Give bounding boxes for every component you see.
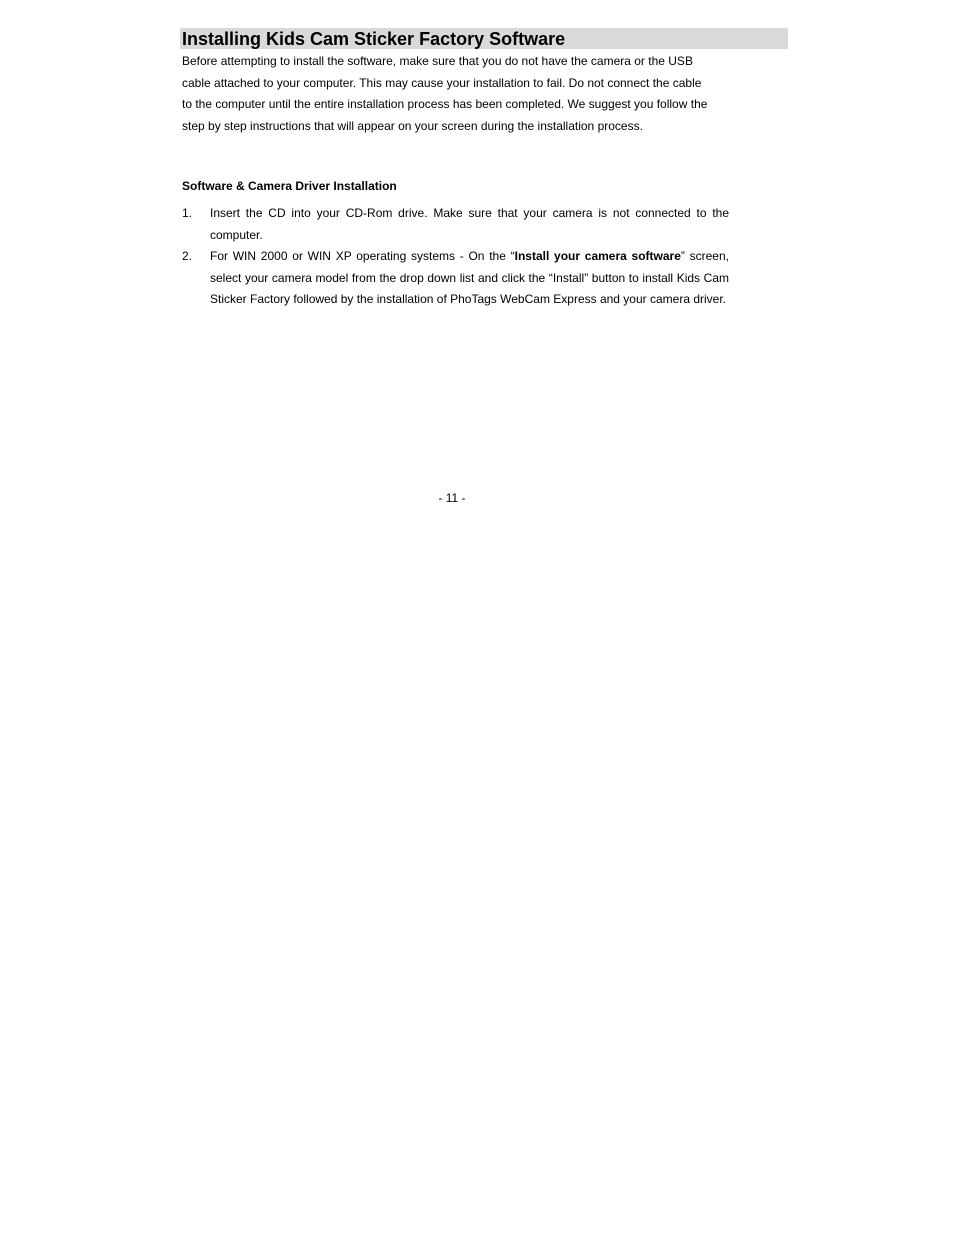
section-subheading: Software & Camera Driver Installation (182, 179, 397, 193)
step-text-before: For WIN 2000 or WIN XP operating systems - On the “ (210, 249, 515, 263)
intro-line: cable attached to your computer. This may cause your installation to fail. Do not connect the cable (182, 75, 702, 90)
installation-steps-list (182, 203, 729, 311)
page-number: - 11 - (438, 491, 466, 505)
step-text-bold: Install your camera software (514, 249, 681, 263)
step-number: 2. (182, 249, 193, 263)
step-text (210, 246, 729, 311)
step-item-1 (182, 203, 729, 246)
step-text: Insert the CD into your CD-Rom drive. Make sure that your camera is not connected to the computer. (210, 206, 729, 242)
intro-paragraph (182, 51, 742, 138)
intro-line: Before attempting to install the software, make sure that you do not have the camera or the USB (182, 54, 693, 68)
intro-line: step by step instructions that will appear on your screen during the installation process. (182, 119, 643, 134)
step-number: 1. (182, 206, 193, 220)
page-title: Installing Kids Cam Sticker Factory Software (182, 29, 566, 49)
step-text-after: ” screen, select your camera model from the drop down list and click the “Install” button to install Kids Cam Sticker Factory followed by the installation of PhoTags WebCam Express and your camera driver. (210, 249, 729, 306)
step-item-2 (182, 246, 729, 311)
intro-line: to the computer until the entire installation process has been completed. We suggest you follow the (182, 97, 708, 112)
